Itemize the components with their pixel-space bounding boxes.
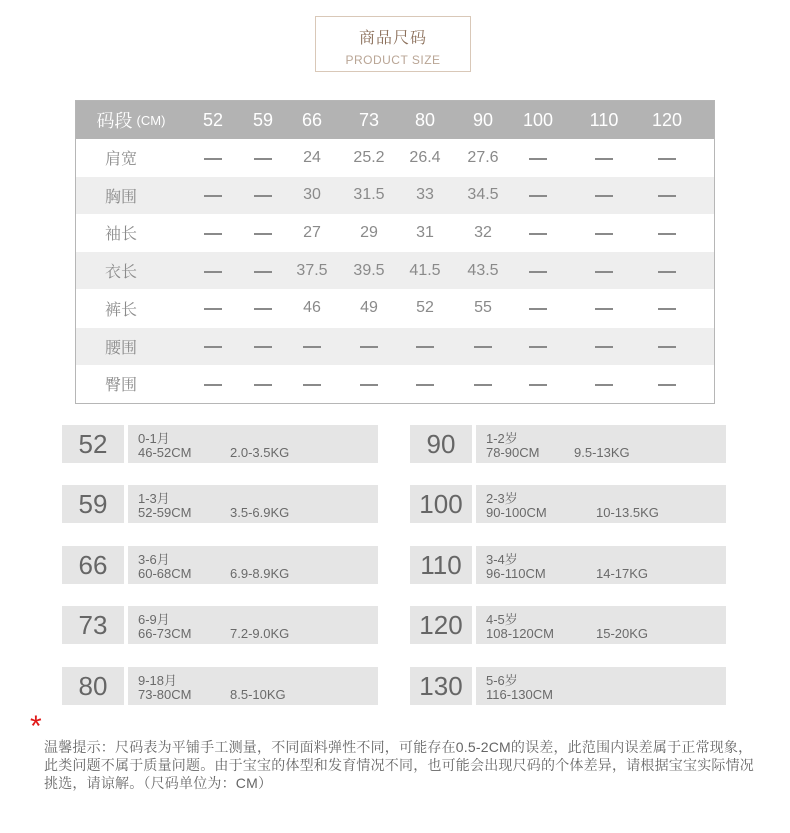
dash-mark — [204, 195, 222, 197]
size-card-weight: 8.5-10KG — [230, 687, 286, 702]
header-size-cell: 110 — [589, 109, 619, 130]
table-cell: 41.5 — [409, 261, 441, 279]
table-cell — [513, 177, 563, 214]
table-cell — [344, 328, 394, 365]
size-card-age: 3-4岁 — [486, 552, 518, 567]
dash-mark — [529, 308, 547, 310]
dash-mark — [658, 308, 676, 310]
dash-mark — [658, 271, 676, 273]
dash-mark — [658, 233, 676, 235]
table-cell: 33 — [416, 186, 434, 204]
size-card — [62, 425, 378, 463]
dash-mark — [529, 346, 547, 348]
table-cell — [579, 365, 629, 402]
size-card-number: 130 — [410, 667, 472, 705]
size-card-number: 52 — [62, 425, 124, 463]
size-card-height: 46-52CM — [138, 445, 192, 460]
size-card-number: 80 — [62, 667, 124, 705]
dash-mark — [254, 271, 272, 273]
size-card-weight: 10-13.5KG — [596, 505, 659, 520]
table-cell — [579, 139, 629, 176]
size-card — [62, 667, 378, 705]
table-cell — [513, 139, 563, 176]
dash-mark — [595, 346, 613, 348]
size-card-age: 0-1月 — [138, 431, 170, 446]
header-size-cell: 59 — [252, 109, 274, 130]
header-size-cell: 80 — [414, 109, 436, 130]
size-card — [62, 485, 378, 523]
table-cell — [188, 328, 238, 365]
row-label: 衣长 — [104, 264, 137, 282]
table-cell — [579, 290, 629, 327]
size-card — [62, 606, 378, 644]
size-card-info — [128, 485, 378, 523]
size-card-height: 52-59CM — [138, 505, 192, 520]
table-cell: 27 — [303, 223, 321, 241]
dash-mark — [204, 346, 222, 348]
size-card-info — [128, 606, 378, 644]
size-card-height: 108-120CM — [486, 626, 554, 641]
table-cell — [400, 328, 450, 365]
table-cell — [458, 328, 508, 365]
dash-mark — [416, 346, 434, 348]
dash-mark — [595, 308, 613, 310]
table-cell — [513, 290, 563, 327]
dash-mark — [303, 384, 321, 386]
header-unit-label: (CM) — [136, 112, 166, 128]
dash-mark — [303, 346, 321, 348]
note-star-icon: * — [30, 710, 42, 743]
size-card-number: 120 — [410, 606, 472, 644]
header-size-cell: 52 — [202, 109, 224, 130]
table-cell — [188, 252, 238, 289]
dash-mark — [360, 346, 378, 348]
table-cell: 32 — [474, 223, 492, 241]
table-cell — [513, 252, 563, 289]
table-cell — [238, 139, 288, 176]
table-cell: 55 — [474, 299, 492, 317]
title-chinese: 商品尺码 — [358, 30, 427, 47]
size-card-weight: 15-20KG — [596, 626, 649, 641]
size-card-weight: 14-17KG — [596, 566, 649, 581]
dash-mark — [254, 233, 272, 235]
table-cell — [400, 365, 450, 402]
size-card-number: 66 — [62, 546, 124, 584]
dash-mark — [204, 158, 222, 160]
size-card-height: 66-73CM — [138, 626, 192, 641]
row-label: 肩宽 — [104, 151, 137, 168]
size-card-height: 116-130CM — [486, 687, 553, 702]
dash-mark — [254, 346, 272, 348]
dash-mark — [254, 308, 272, 310]
size-card-height: 96-110CM — [486, 566, 546, 581]
size-card-age: 6-9月 — [138, 612, 170, 627]
table-header-row — [76, 101, 714, 139]
row-label: 臀围 — [104, 377, 137, 395]
table-cell — [642, 328, 692, 365]
table-cell: 43.5 — [467, 261, 499, 279]
size-card — [410, 606, 726, 644]
table-cell — [238, 290, 288, 327]
size-card-age: 9-18月 — [138, 673, 178, 688]
table-cell: 37.5 — [296, 261, 328, 279]
dash-mark — [204, 308, 222, 310]
size-card-age: 2-3岁 — [486, 491, 518, 506]
dash-mark — [658, 384, 676, 386]
table-cell: 52 — [416, 299, 434, 317]
size-card-number: 59 — [62, 485, 124, 523]
table-cell — [642, 214, 692, 251]
title-english: PRODUCT SIZE — [345, 53, 441, 67]
table-cell: 25.2 — [353, 148, 385, 166]
dash-mark — [658, 195, 676, 197]
dash-mark — [529, 271, 547, 273]
size-card-info — [476, 667, 726, 705]
header-size-cell: 90 — [472, 109, 494, 130]
size-card-height: 90-100CM — [486, 505, 547, 520]
product-size-title-box — [315, 16, 471, 72]
table-cell — [287, 365, 337, 402]
size-card-number: 100 — [410, 485, 472, 523]
table-row — [76, 328, 714, 365]
size-card-age: 4-5岁 — [486, 612, 518, 627]
dash-mark — [529, 195, 547, 197]
table-cell — [238, 328, 288, 365]
row-label: 袖长 — [104, 226, 137, 244]
table-cell — [458, 365, 508, 402]
table-cell — [238, 365, 288, 402]
size-card-info — [476, 425, 726, 463]
table-cell — [513, 214, 563, 251]
row-label: 胸围 — [104, 188, 137, 206]
dash-mark — [529, 158, 547, 160]
size-card — [410, 546, 726, 584]
dash-mark — [529, 384, 547, 386]
dash-mark — [204, 271, 222, 273]
size-card-number: 73 — [62, 606, 124, 644]
table-cell — [188, 139, 238, 176]
header-size-range-label: 码段 — [96, 111, 133, 131]
dash-mark — [595, 233, 613, 235]
table-cell — [513, 328, 563, 365]
dash-mark — [254, 158, 272, 160]
table-cell: 31.5 — [353, 186, 385, 204]
table-row — [76, 177, 714, 214]
size-card-info — [476, 546, 726, 584]
size-card-number: 110 — [410, 546, 472, 584]
table-cell — [579, 177, 629, 214]
table-row — [76, 365, 714, 402]
table-cell — [238, 214, 288, 251]
dash-mark — [529, 233, 547, 235]
size-card-weight: 6.9-8.9KG — [230, 566, 290, 581]
table-row — [76, 139, 714, 176]
size-card-info — [128, 667, 378, 705]
table-cell — [642, 252, 692, 289]
table-cell — [579, 252, 629, 289]
size-card-height: 73-80CM — [138, 687, 192, 702]
table-cell: 34.5 — [467, 186, 499, 204]
size-card-age: 5-6岁 — [486, 673, 518, 688]
table-cell — [642, 290, 692, 327]
size-card-age: 1-3月 — [138, 491, 170, 506]
size-card-info — [476, 606, 726, 644]
dash-mark — [595, 158, 613, 160]
table-row — [76, 252, 714, 289]
table-cell: 29 — [360, 223, 378, 241]
table-cell: 46 — [303, 299, 321, 317]
table-cell — [238, 252, 288, 289]
size-card-info — [476, 485, 726, 523]
table-cell: 26.4 — [409, 148, 441, 166]
table-cell: 39.5 — [353, 261, 385, 279]
dash-mark — [360, 384, 378, 386]
dash-mark — [595, 195, 613, 197]
table-cell: 24 — [303, 148, 321, 166]
table-cell — [344, 365, 394, 402]
table-row — [76, 290, 714, 327]
dash-mark — [595, 384, 613, 386]
table-cell — [579, 214, 629, 251]
header-size-cell: 73 — [358, 109, 380, 130]
size-card-number: 90 — [410, 425, 472, 463]
header-size-cell: 120 — [651, 109, 683, 130]
table-cell — [642, 139, 692, 176]
size-card-age: 1-2岁 — [486, 431, 518, 446]
size-card-weight: 3.5-6.9KG — [230, 505, 290, 520]
header-size-cell: 100 — [522, 109, 554, 130]
table-row — [76, 214, 714, 251]
table-cell — [642, 365, 692, 402]
dash-mark — [204, 384, 222, 386]
size-card — [410, 425, 726, 463]
dash-mark — [254, 195, 272, 197]
row-label: 腰围 — [104, 339, 137, 357]
dash-mark — [595, 271, 613, 273]
dash-mark — [416, 384, 434, 386]
table-cell — [287, 328, 337, 365]
dash-mark — [474, 384, 492, 386]
table-cell — [188, 177, 238, 214]
table-cell — [579, 328, 629, 365]
table-cell — [238, 177, 288, 214]
size-card-info — [128, 425, 378, 463]
dash-mark — [474, 346, 492, 348]
size-card-weight: 9.5-13KG — [574, 445, 630, 460]
table-cell — [188, 365, 238, 402]
row-label: 裤长 — [104, 301, 137, 319]
dash-mark — [254, 384, 272, 386]
size-note: 温馨提示：尺码表为平铺手工测量，不同面料弹性不同，可能存在0.5-2CM的误差，此范围内误差属于正常现象，此类问题不属于质量问题。由于宝宝的体型和发育情况不同，也可能会出现尺码的个体差异，请根据宝宝实际情况挑选，请谅解。（尺码单位为：CM） — [44, 739, 754, 791]
size-card-height: 60-68CM — [138, 566, 192, 581]
dash-mark — [204, 233, 222, 235]
size-card-weight: 2.0-3.5KG — [230, 445, 290, 460]
size-card-height: 78-90CM — [486, 445, 540, 460]
size-card — [62, 546, 378, 584]
table-cell — [188, 290, 238, 327]
table-cell — [642, 177, 692, 214]
dash-mark — [658, 158, 676, 160]
table-cell: 27.6 — [467, 148, 499, 166]
size-table — [75, 100, 715, 404]
size-card-info — [128, 546, 378, 584]
table-cell: 30 — [303, 186, 321, 204]
dash-mark — [658, 346, 676, 348]
table-cell: 49 — [360, 299, 378, 317]
size-card-age: 3-6月 — [138, 552, 170, 567]
size-card — [410, 667, 726, 705]
table-cell: 31 — [416, 223, 434, 241]
header-size-cell: 66 — [301, 109, 323, 130]
header-size-range-cell — [76, 101, 186, 139]
size-card — [410, 485, 726, 523]
size-card-weight: 7.2-9.0KG — [230, 626, 290, 641]
table-cell — [188, 214, 238, 251]
table-cell — [513, 365, 563, 402]
